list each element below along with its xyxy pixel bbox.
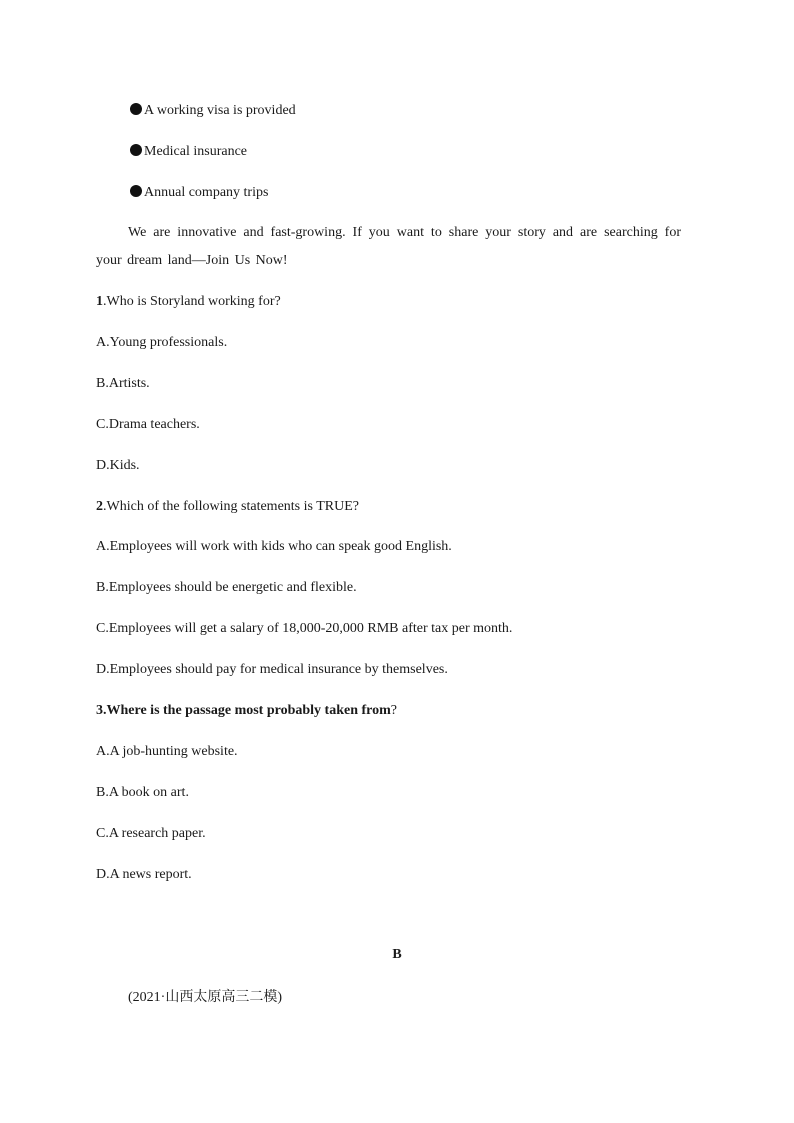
question-number: 3	[96, 703, 103, 718]
question-1	[96, 293, 281, 311]
option-q1-c: C.Drama teachers.	[96, 417, 200, 432]
question-text: .Who is Storyland working for?	[103, 294, 281, 309]
option-q2-d: D.Employees should pay for medical insurance by themselves.	[96, 662, 448, 677]
benefit-text: Medical insurance	[144, 144, 248, 159]
benefit-item	[130, 143, 247, 161]
question-text: .Which of the following statements is TRUE?	[103, 499, 359, 514]
option-q3-b: B.A book on art.	[96, 785, 189, 800]
option-q2-c: C.Employees will get a salary of 18,000-20,000 RMB after tax per month.	[96, 621, 513, 636]
bullet-icon	[130, 144, 142, 156]
section-label: B	[392, 947, 402, 962]
option-q2-b: B.Employees should be energetic and flexible.	[96, 580, 357, 595]
question-3	[96, 702, 397, 720]
benefit-item	[130, 102, 296, 120]
benefit-text: Annual company trips	[144, 185, 269, 200]
question-suffix: ?	[390, 703, 398, 718]
option-q3-c: C.A research paper.	[96, 826, 206, 841]
question-2	[96, 498, 359, 516]
option-q3-d: D.A news report.	[96, 867, 192, 882]
option-q3-a: A.A job-hunting website.	[96, 744, 238, 759]
benefit-text: A working visa is provided	[144, 103, 296, 118]
benefit-item	[130, 184, 268, 202]
option-q1-d: D.Kids.	[96, 458, 140, 473]
source-note: (2021·山西太原高三二模)	[128, 990, 282, 1005]
bullet-icon	[130, 103, 142, 115]
bullet-icon	[130, 185, 142, 197]
closing-paragraph: We are innovative and fast-growing. If you want to share your story and are searching for your dream land—Join Us Now!	[96, 225, 681, 268]
question-text: .Where is the passage most probably taken from	[103, 703, 391, 718]
option-q1-b: B.Artists.	[96, 376, 150, 391]
question-number: 2	[96, 499, 103, 514]
option-q1-a: A.Young professionals.	[96, 335, 228, 350]
option-q2-a: A.Employees will work with kids who can speak good English.	[96, 539, 452, 554]
question-number: 1	[96, 294, 103, 309]
